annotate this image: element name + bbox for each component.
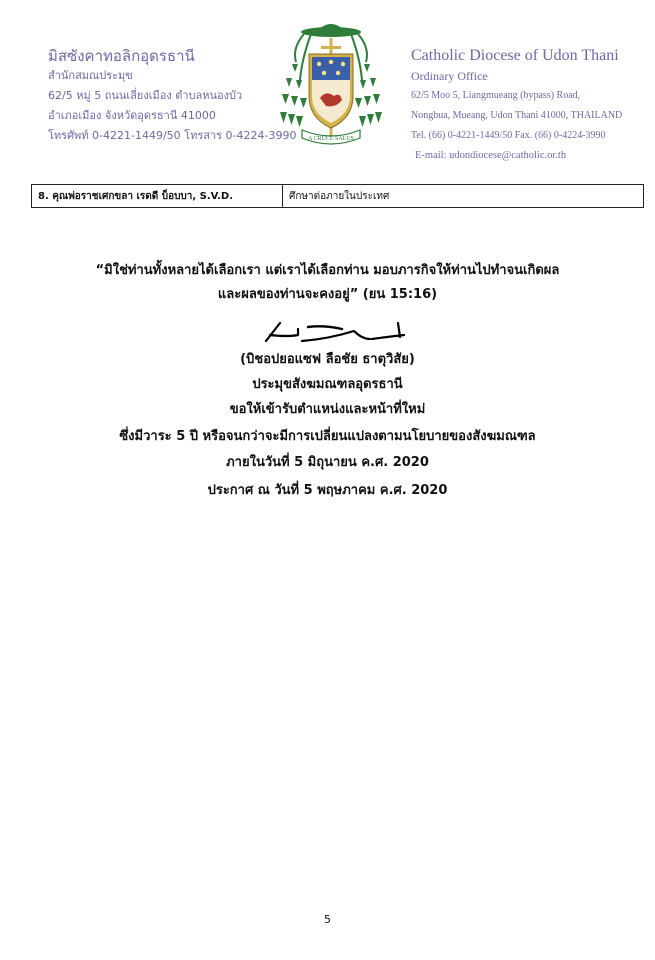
phone-thai: โทรศัพท์ 0-4221-1449/50 โทรสาร 0-4224-3990 [48,129,297,142]
office-name-thai: สำนักสมณประมุข [48,69,133,82]
address-line2-english: Nongbua, Mueang, Udon Thani 41000, THAILAND [411,110,623,121]
scripture-quote-line2: และผลของท่านจะคงอยู่” (ยน 15:16) [217,287,438,302]
signer-role: ประมุขสังฆมณฑลอุดรธานี [252,377,403,392]
appointment-line3: ภายในวันที่ 5 มิถุนายน ค.ศ. 2020 [226,455,429,470]
diocese-name-thai: มิสซังคาทอลิกอุดรธานี [48,47,195,65]
address-line1-english: 62/5 Moo 5, Liangmueang (bypass) Road, [411,90,581,101]
signer-name: (บิชอปยอแซฟ ลือชัย ธาตุวิสัย) [240,352,415,367]
diocese-name-english: Catholic Diocese of Udon Thani [411,47,619,64]
office-name-english: Ordinary Office [411,69,488,83]
diocese-crest-logo [276,18,386,162]
assignment-cell: ศึกษาต่อภายในประเทศ [283,185,644,208]
svg-text:A CRUCE SALUS: A CRUCE SALUS [307,136,355,142]
address-line1-thai: 62/5 หมู่ 5 ถนนเลี่ยงเมือง ตำบลหนองบัว [48,89,243,102]
address-line2-thai: อำเภอเมือง จังหวัดอุดรธานี 41000 [48,109,216,122]
page-number: 5 [324,913,331,926]
email-english: E-mail: udondiocese@catholic.or.th [415,150,567,161]
announcement-date: ประกาศ ณ วันที่ 5 พฤษภาคม ค.ศ. 2020 [207,483,448,498]
priest-name-cell: 8. คุณพ่อราชเศกขลา เรดดี บ็อบบา, S.V.D. [32,185,283,208]
header-thai [48,46,296,146]
assignment-table [31,184,644,208]
appointment-line1: ขอให้เข้ารับตำแหน่งและหน้าที่ใหม่ [229,402,426,417]
appointment-line2: ซึ่งมีวาระ 5 ปี หรือจนกว่าจะมีการเปลี่ยนแปลงตามนโยบายของสังฆมณฑล [119,429,536,444]
header-english [411,46,622,166]
phone-english: Tel. (66) 0-4221-1449/50 Fax. (66) 0-4224-3990 [411,130,606,141]
table-row [32,185,644,208]
scripture-quote-line1: “มิใช่ท่านทั้งหลายได้เลือกเรา แต่เราได้เลือกท่าน มอบภารกิจให้ท่านไปทำจนเกิดผล [95,263,560,278]
bishop-signature [258,315,408,349]
